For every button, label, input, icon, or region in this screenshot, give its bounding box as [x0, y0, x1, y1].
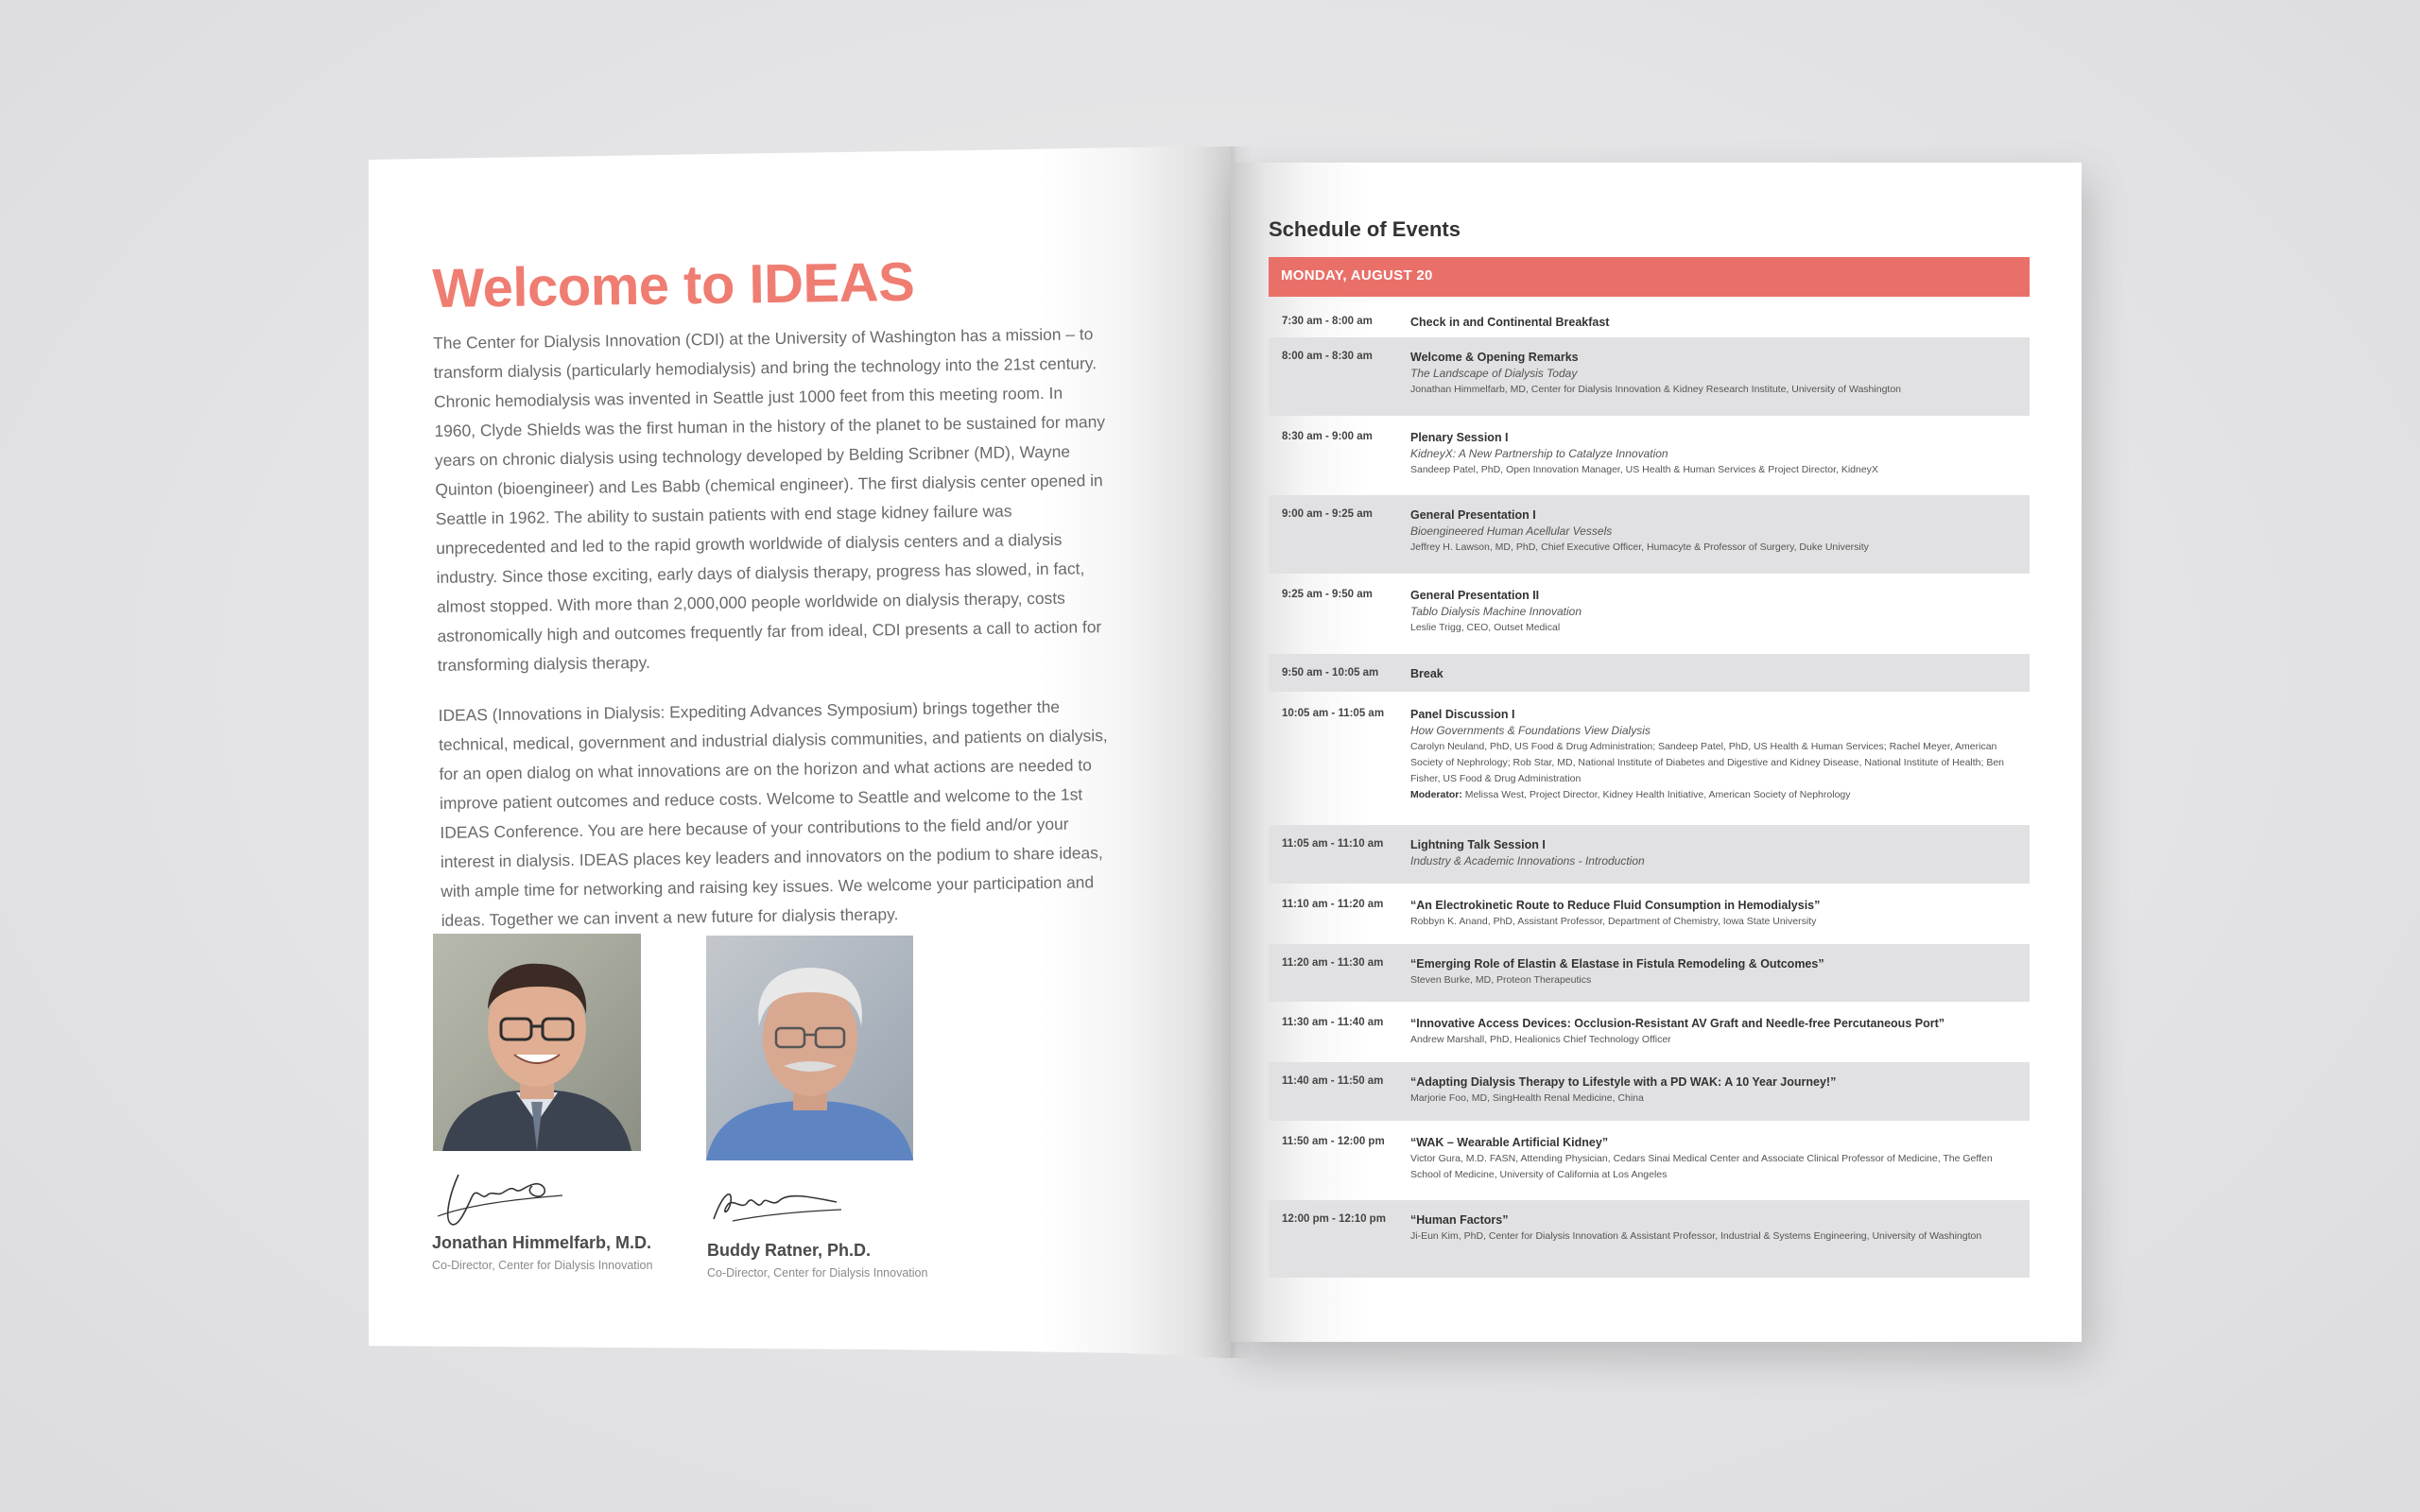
- event-time: 11:20 am - 11:30 am: [1282, 957, 1384, 969]
- event-time: 11:10 am - 11:20 am: [1282, 899, 1384, 910]
- event-title: Plenary Session I: [1410, 431, 1509, 444]
- schedule-row: [1269, 825, 2030, 884]
- event-title: Break: [1410, 667, 1443, 680]
- event-title: “An Electrokinetic Route to Reduce Fluid Consumption in Hemodialysis”: [1410, 899, 1821, 912]
- schedule-row: [1269, 1004, 2030, 1060]
- director-name: Buddy Ratner, Ph.D.: [707, 1241, 872, 1260]
- event-speakers: Andrew Marshall, PhD, Healionics Chief Technology Officer: [1410, 1034, 1671, 1045]
- event-speakers: Sandeep Patel, PhD, Open Innovation Manager, US Health & Human Services & Project Director, KidneyX: [1410, 464, 1878, 475]
- event-moderator: [1410, 787, 2011, 803]
- event-title: “WAK – Wearable Artificial Kidney”: [1410, 1136, 1609, 1149]
- event-time: 11:05 am - 11:10 am: [1282, 838, 1384, 850]
- schedule-row: [1269, 302, 2030, 335]
- event-title: Lightning Talk Session I: [1410, 838, 1546, 851]
- schedule-row: [1269, 576, 2030, 651]
- event-time: 11:30 am - 11:40 am: [1282, 1017, 1384, 1028]
- day-header: [1269, 257, 2030, 297]
- event-title: General Presentation II: [1410, 589, 1540, 602]
- event-time: 12:00 pm - 12:10 pm: [1282, 1213, 1386, 1225]
- event-time: 8:30 am - 9:00 am: [1282, 431, 1373, 442]
- event-time: 7:30 am - 8:00 am: [1282, 316, 1373, 327]
- event-speakers: Steven Burke, MD, Proteon Therapeutics: [1410, 974, 1592, 986]
- event-time: 9:00 am - 9:25 am: [1282, 508, 1373, 520]
- event-title: “Adapting Dialysis Therapy to Lifestyle with a PD WAK: A 10 Year Journey!”: [1410, 1075, 1837, 1089]
- schedule-row: [1269, 1123, 2030, 1198]
- event-title: Welcome & Opening Remarks: [1410, 351, 1579, 364]
- moderator-label: Moderator:: [1410, 789, 1462, 800]
- portrait-photo: [706, 936, 913, 1160]
- event-title: Panel Discussion I: [1410, 708, 1515, 721]
- event-title: General Presentation I: [1410, 508, 1536, 522]
- signature-himmelfarb: [430, 1167, 572, 1233]
- event-subtitle: How Governments & Foundations View Dialysis: [1410, 724, 1651, 737]
- event-speakers: Jonathan Himmelfarb, MD, Center for Dialysis Innovation & Kidney Research Institute, University of Washington: [1410, 384, 1902, 395]
- event-time: 11:50 am - 12:00 pm: [1282, 1136, 1385, 1147]
- event-speakers: Carolyn Neuland, PhD, US Food & Drug Administration; Sandeep Patel, PhD, US Health & Human Services; Rachel Meyer, American Society of Nephrology; Rob Star, MD, National Institute of Diabetes and Digestive and Kidney Disease, National Institute of Health; Ben Fisher, US Food & Drug Administration: [1410, 741, 2005, 784]
- event-subtitle: Bioengineered Human Acellular Vessels: [1410, 524, 1613, 538]
- schedule-row: [1269, 695, 2030, 822]
- event-title: Check in and Continental Breakfast: [1410, 316, 1610, 329]
- schedule-title: Schedule of Events: [1269, 217, 1461, 241]
- schedule-row: [1269, 1200, 2030, 1278]
- event-subtitle: Tablo Dialysis Machine Innovation: [1410, 605, 1582, 618]
- portrait-photo: [433, 934, 641, 1151]
- intro-paragraph: IDEAS (Innovations in Dialysis: Expediting Advances Symposium) brings together the technical, medical, government and industrial dialysis communities, and patients on dialysis, for an open dialog on what innovations are on the horizon and what actions are needed to improve patient outcomes and reduce costs. Welcome to Seattle and welcome to the 1st IDEAS Conference. You are here because of your contributions to the field and/or your interest in dialysis. IDEAS places key leaders and innovators on the podium to share ideas, with ample time for networking and raising key issues. We welcome your participation and ideas. Together we can invent a new future for dialysis therapy.: [438, 696, 1108, 930]
- intro-text: [433, 319, 1113, 956]
- event-subtitle: Industry & Academic Innovations - Introduction: [1410, 854, 1645, 868]
- event-subtitle: KidneyX: A New Partnership to Catalyze Innovation: [1410, 447, 1668, 460]
- intro-paragraph: The Center for Dialysis Innovation (CDI) at the University of Washington has a mission – to transform dialysis (particularly hemodialysis) and bring the technology into the 21st century. Chronic hemodialysis was invented in Seattle just 1000 feet from this meeting room. In 1960, Clyde Shields was the first human in the history of the planet to be sustained for many years on chronic dialysis using technology developed by Belding Scribner (MD), Wayne Quinton (bioengineer) and Les Babb (chemical engineer). The first dialysis center opened in Seattle in 1962. The ability to sustain patients with end stage kidney failure was unprecedented and led to the rapid growth worldwide of dialysis centers and a dialysis industry. Since those exciting, early days of dialysis therapy, progress has slowed, in fact, almost stopped. With more than 2,000,000 people worldwide on dialysis therapy, costs astronomically high and outcomes frequently far from ideal, CDI presents a call to action for transforming dialysis therapy.: [433, 324, 1106, 675]
- event-time: 10:05 am - 11:05 am: [1282, 708, 1385, 719]
- schedule-row: [1269, 944, 2030, 1002]
- page-title: Welcome to IDEAS: [432, 250, 915, 319]
- event-time: 9:50 am - 10:05 am: [1282, 667, 1379, 679]
- schedule-row: [1269, 337, 2030, 416]
- schedule-row: [1269, 654, 2030, 692]
- schedule-row: [1269, 495, 2030, 574]
- event-speakers: Leslie Trigg, CEO, Outset Medical: [1410, 622, 1561, 633]
- event-speakers: Marjorie Foo, MD, SingHealth Renal Medicine, China: [1410, 1092, 1644, 1104]
- event-title: “Innovative Access Devices: Occlusion-Resistant AV Graft and Needle-free Percutaneous Port”: [1410, 1017, 1945, 1030]
- director-name: Jonathan Himmelfarb, M.D.: [432, 1233, 652, 1252]
- event-title: “Emerging Role of Elastin & Elastase in Fistula Remodeling & Outcomes”: [1410, 957, 1824, 971]
- event-speakers: Victor Gura, M.D. FASN, Attending Physician, Cedars Sinai Medical Center and Associate Clinical Professor of Medicine, The Geffen School of Medicine, University of California at Los Angeles: [1410, 1153, 1993, 1180]
- schedule-row: [1269, 885, 2030, 942]
- event-time: 8:00 am - 8:30 am: [1282, 351, 1373, 362]
- director-role: Co-Director, Center for Dialysis Innovation: [432, 1259, 653, 1272]
- event-speakers: Ji-Eun Kim, PhD, Center for Dialysis Innovation & Assistant Professor, Industrial & Systems Engineering, University of Washington: [1410, 1230, 1982, 1242]
- signature-ratner: [704, 1183, 846, 1230]
- schedule-row: [1269, 1062, 2030, 1121]
- event-subtitle: The Landscape of Dialysis Today: [1410, 367, 1578, 380]
- schedule-row: [1269, 418, 2030, 493]
- event-speakers: Jeffrey H. Lawson, MD, PhD, Chief Executive Officer, Humacyte & Professor of Surgery, Duke University: [1410, 541, 1869, 553]
- director-role: Co-Director, Center for Dialysis Innovation: [707, 1266, 928, 1280]
- event-time: 11:40 am - 11:50 am: [1282, 1075, 1384, 1087]
- event-title: “Human Factors”: [1410, 1213, 1509, 1227]
- event-time: 9:25 am - 9:50 am: [1282, 589, 1373, 600]
- moderator-name: Melissa West, Project Director, Kidney Health Initiative, American Society of Nephrology: [1464, 789, 1851, 800]
- day-label: MONDAY, AUGUST 20: [1281, 267, 1433, 284]
- event-speakers: Robbyn K. Anand, PhD, Assistant Professor, Department of Chemistry, Iowa State University: [1410, 916, 1817, 927]
